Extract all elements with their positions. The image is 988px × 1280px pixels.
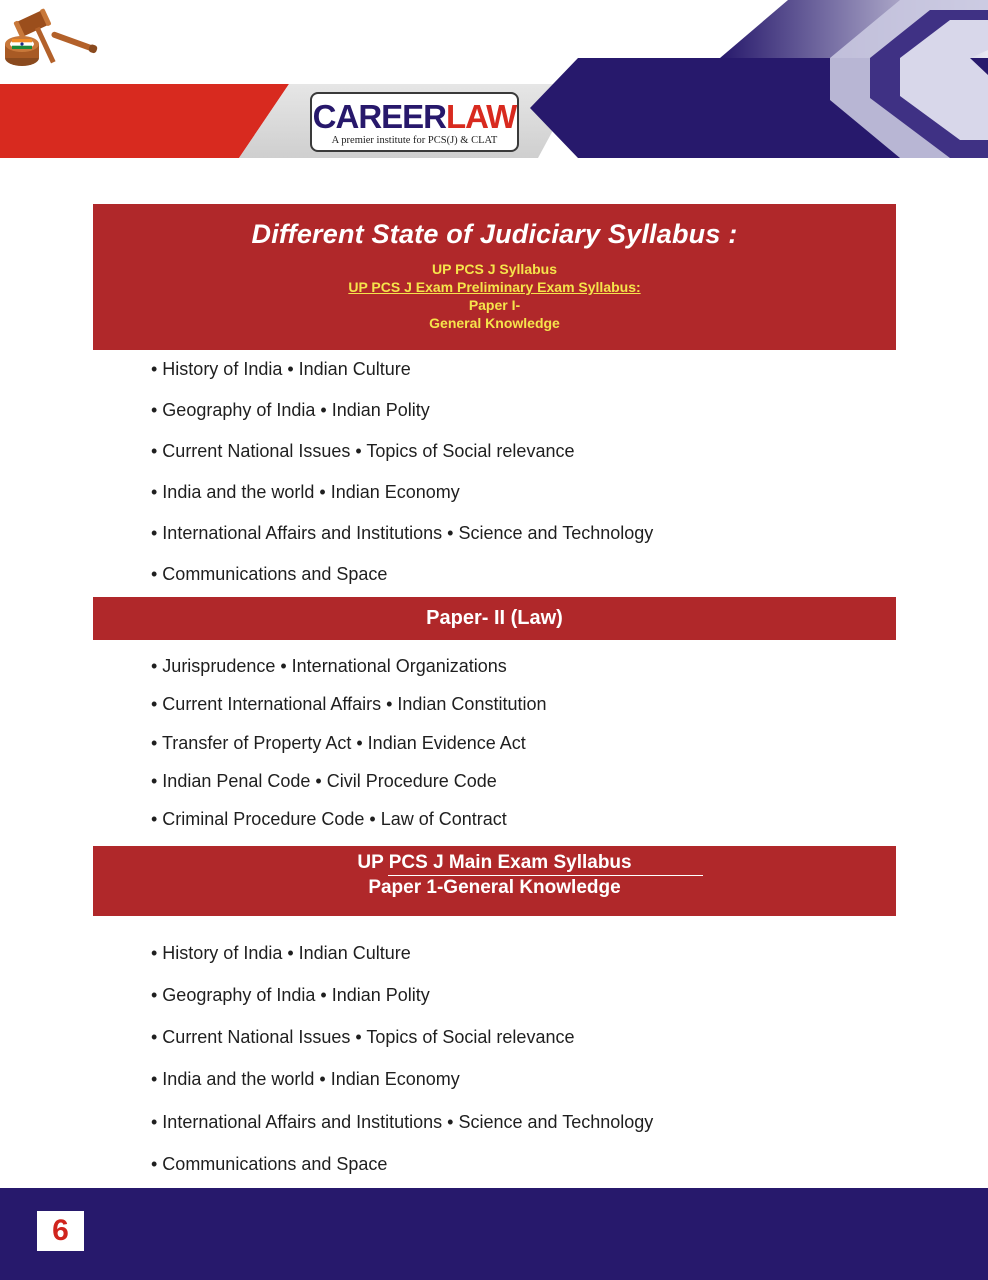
section-subtitle-paper1-gk: Paper 1-General Knowledge [368,877,621,898]
gavel-icon [0,0,100,70]
page-title: Different State of Judiciary Syllabus : [251,219,738,249]
logo-brand-part1: CAREER [312,98,447,135]
list-item: • Geography of India • Indian Polity [151,985,430,1005]
main-exam-header-box [93,846,896,916]
list-item: • Criminal Procedure Code • Law of Contract [151,809,507,829]
section-title-paper2: Paper- II (Law) [426,607,563,629]
subtitle-paper-1: Paper I- [468,297,521,313]
logo-tagline: A premier institute for PCS(J) & CLAT [331,135,498,146]
page-footer [0,1188,988,1280]
career-law-logo [310,92,519,152]
list-item: • Current National Issues • Topics of Social relevance [151,441,575,461]
list-item: • International Affairs and Institutions • Science and Technology [151,1112,654,1132]
section-title-main-exam: UP PCS J Main Exam Syllabus [357,852,632,873]
list-item: • Communications and Space [151,564,388,584]
header-red-band [0,84,289,158]
list-item: • India and the world • Indian Economy [151,1069,460,1089]
paper2-header-box [93,597,896,640]
logo-brand-part2: LAW [446,98,517,135]
page-number: 6 [37,1211,84,1251]
list-item: • Communications and Space [151,1154,388,1174]
list-item: • India and the world • Indian Economy [151,482,460,502]
list-item: • History of India • Indian Culture [151,359,411,379]
subtitle-preliminary-exam: UP PCS J Exam Preliminary Exam Syllabus: [348,279,641,295]
list-item: • History of India • Indian Culture [151,943,411,963]
syllabus-header-box [93,204,896,350]
list-item: • Jurisprudence • International Organizations [151,656,507,676]
page-header [0,0,988,170]
subtitle-general-knowledge: General Knowledge [429,315,560,331]
title-underline [388,875,703,876]
list-item: • Current International Affairs • Indian Constitution [151,694,547,714]
list-item: • Current National Issues • Topics of Social relevance [151,1027,575,1047]
list-item: • International Affairs and Institutions • Science and Technology [151,523,654,543]
list-item: • Transfer of Property Act • Indian Evidence Act [151,733,526,753]
list-item: • Indian Penal Code • Civil Procedure Code [151,771,497,791]
logo-wordmark [312,99,517,135]
list-item: • Geography of India • Indian Polity [151,400,430,420]
subtitle-up-pcs-j-syllabus: UP PCS J Syllabus [431,261,557,277]
